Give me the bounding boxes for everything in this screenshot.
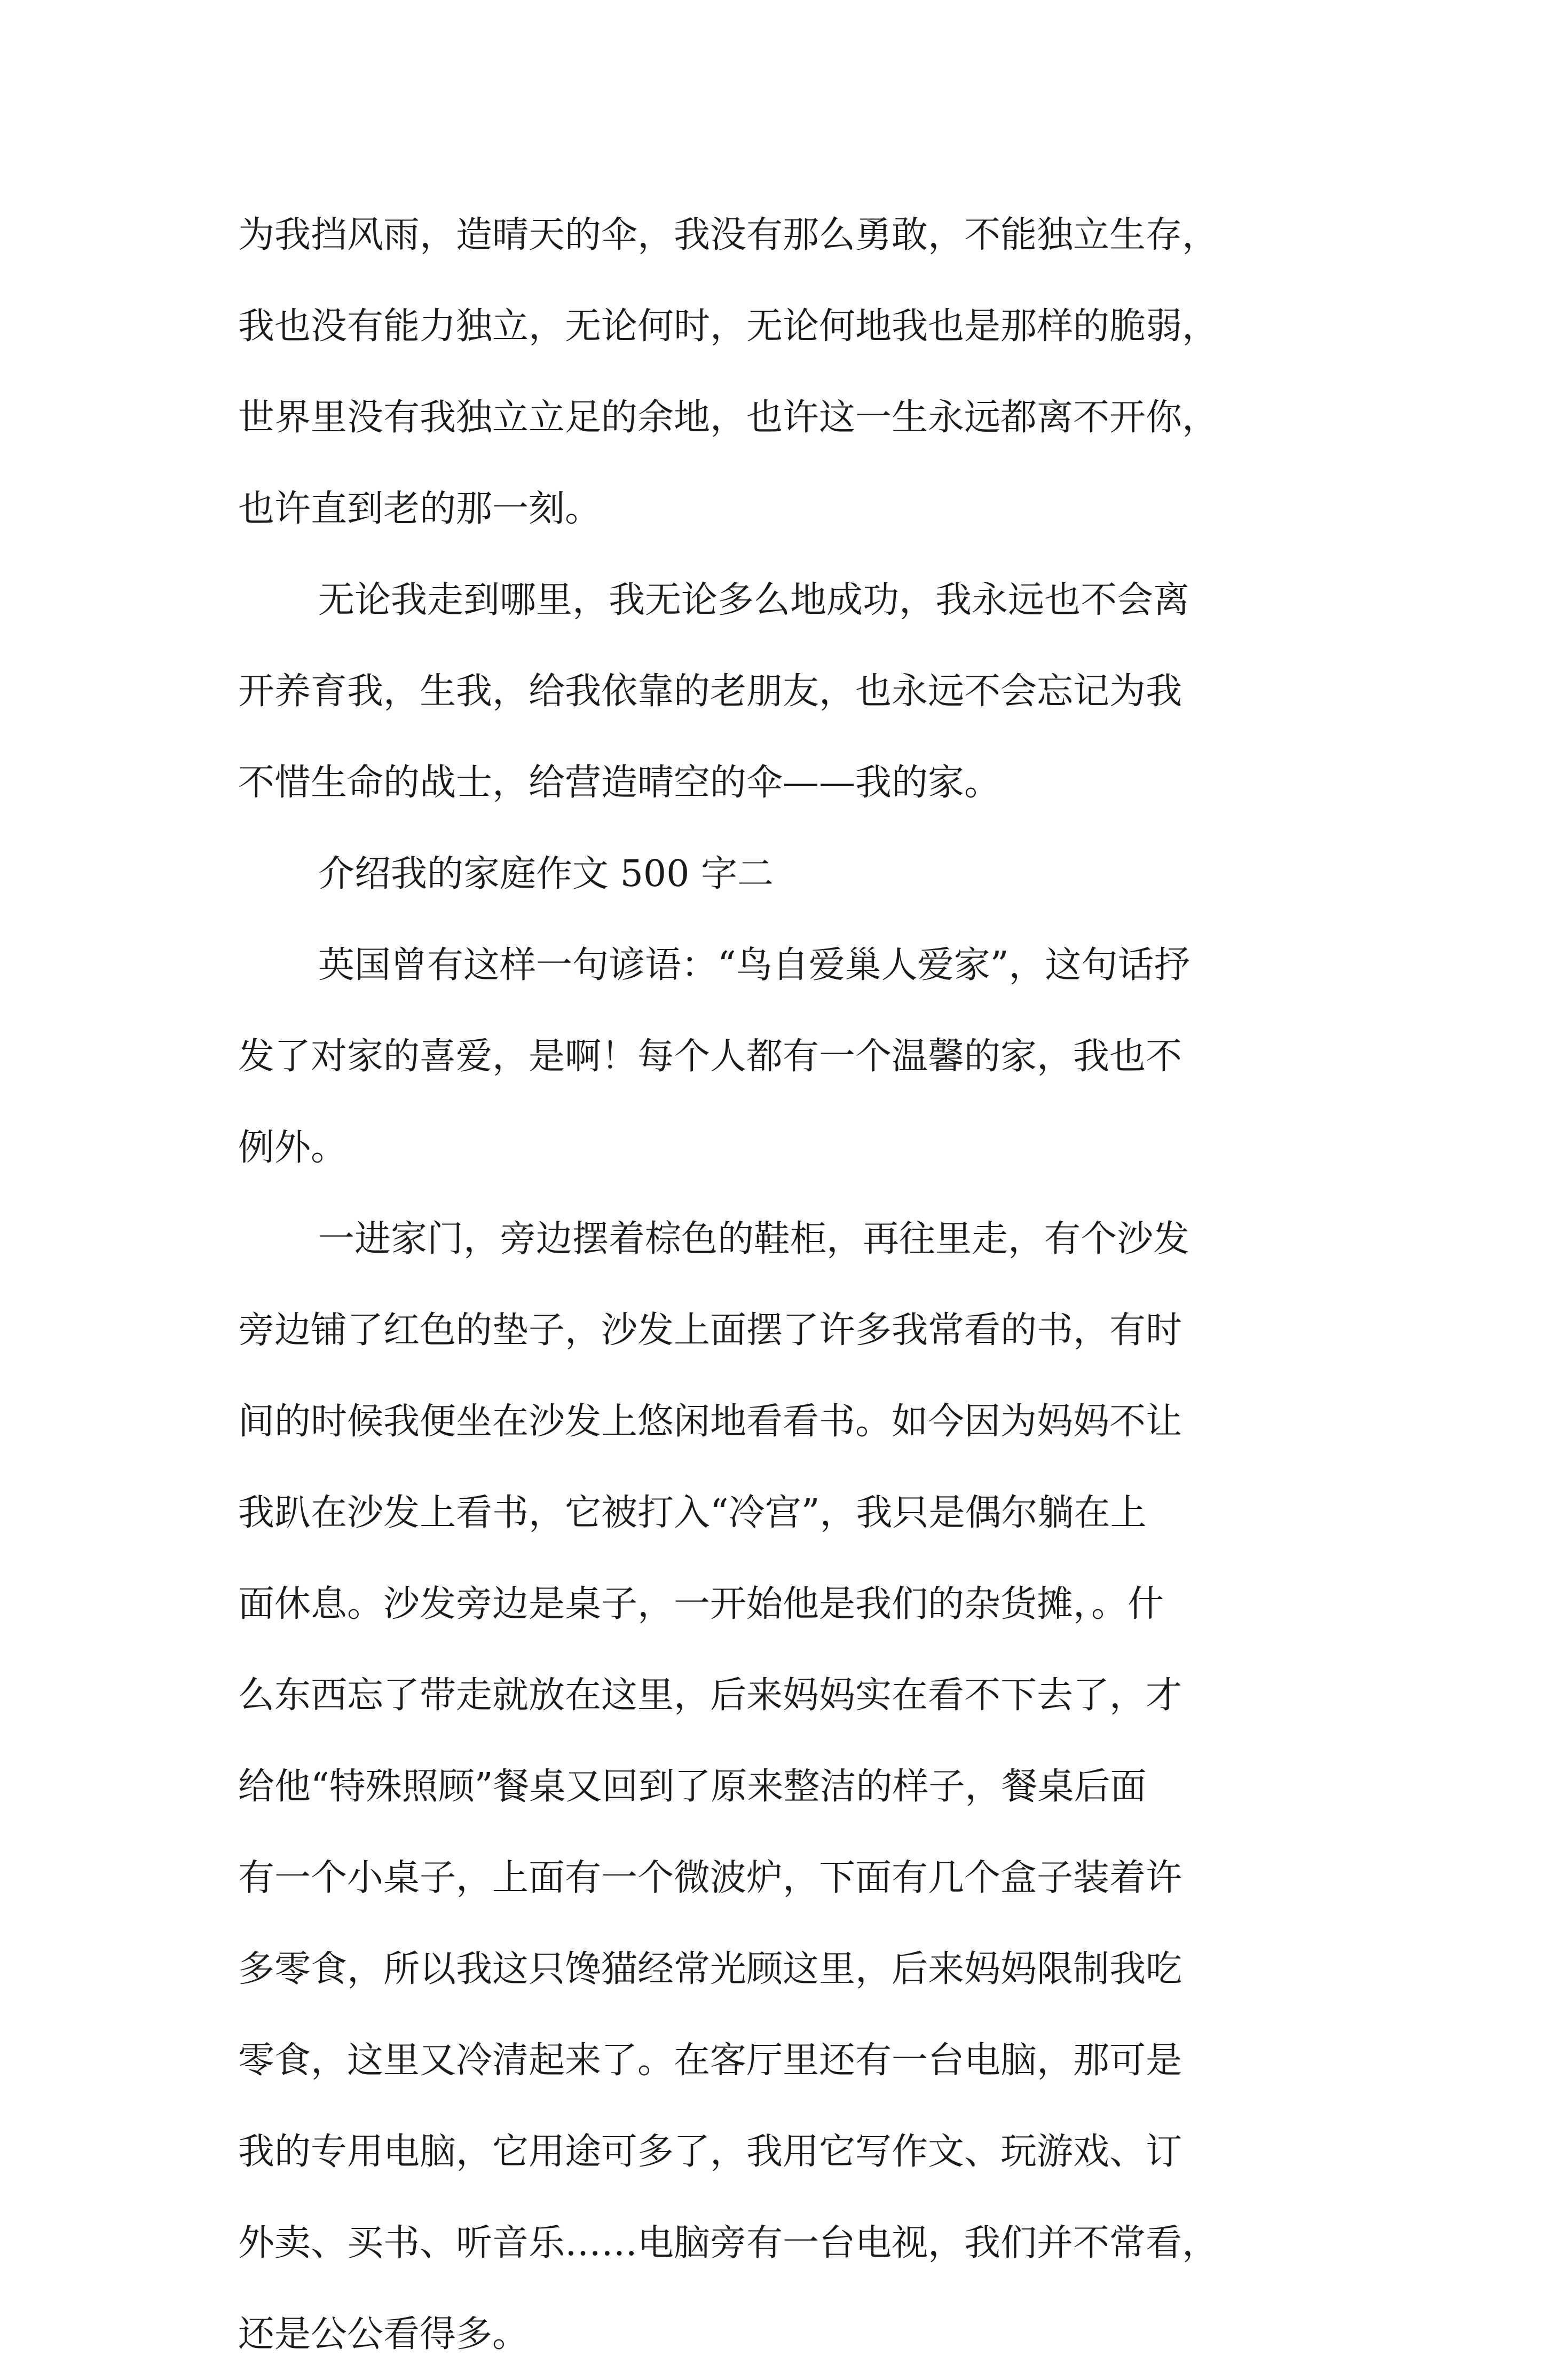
text-line: 间的时候我便坐在沙发上悠闲地看看书。如今因为妈妈不让 <box>238 1401 1183 1443</box>
text-line: 我趴在沙发上看书，它被打入“冷宫”，我只是偶尔躺在上 <box>238 1492 1147 1534</box>
heading-line: 介绍我的家庭作文 500 字二 <box>318 853 774 895</box>
text-line: 零食，这里又冷清起来了。在客厅里还有一台电脑，那可是 <box>238 2039 1183 2082</box>
paragraph <box>238 555 1386 828</box>
text-line: 我也没有能力独立，无论何时，无论何地我也是那样的脆弱， <box>238 305 1219 347</box>
text-line: 无论我走到哪里，我无论多么地成功，我永远也不会离 <box>318 579 1190 621</box>
text-line: 我的专用电脑，它用途可多了，我用它写作文、玩游戏、订 <box>238 2131 1183 2173</box>
text-line: 一进家门，旁边摆着棕色的鞋柜，再往里走，有个沙发 <box>318 1218 1190 1260</box>
text-line: 例外。 <box>238 1127 348 1169</box>
text-line: 面休息。沙发旁边是桌子，一开始他是我们的杂货摊，。什 <box>238 1583 1164 1625</box>
paragraph <box>238 1193 1386 2380</box>
text-line: 发了对家的喜爱，是啊！每个人都有一个温馨的家，我也不 <box>238 1035 1183 1078</box>
paragraph <box>238 920 1386 1193</box>
text-line: 世界里没有我独立立足的余地，也许这一生永远都离不开你， <box>238 397 1219 439</box>
paragraph <box>238 189 1386 555</box>
text-line: 有一个小桌子，上面有一个微波炉，下面有几个盒子装着许 <box>238 1857 1183 1899</box>
text-line: 给他“特殊照顾”餐桌又回到了原来整洁的样子，餐桌后面 <box>238 1766 1147 1808</box>
text-line: 为我挡风雨，造晴天的伞，我没有那么勇敢，不能独立生存， <box>238 214 1219 256</box>
section-heading <box>238 828 1386 920</box>
text-line: 开养育我，生我，给我依靠的老朋友，也永远不会忘记为我 <box>238 670 1183 713</box>
text-line: 么东西忘了带走就放在这里，后来妈妈实在看不下去了，才 <box>238 1674 1183 1717</box>
document-body <box>238 189 1386 2380</box>
text-line: 多零食，所以我这只馋猫经常光顾这里，后来妈妈限制我吃 <box>238 1948 1183 1990</box>
text-line: 也许直到老的那一刻。 <box>238 488 602 530</box>
text-line: 还是公公看得多。 <box>238 2313 529 2355</box>
text-line: 外卖、买书、听音乐……电脑旁有一台电视，我们并不常看， <box>238 2222 1219 2264</box>
text-line: 不惜生命的战士，给营造晴空的伞——我的家。 <box>238 762 1001 804</box>
text-line: 旁边铺了红色的垫子，沙发上面摆了许多我常看的书，有时 <box>238 1309 1183 1351</box>
text-line: 英国曾有这样一句谚语：“鸟自爱巢人爱家”，这句话抒 <box>318 944 1191 986</box>
